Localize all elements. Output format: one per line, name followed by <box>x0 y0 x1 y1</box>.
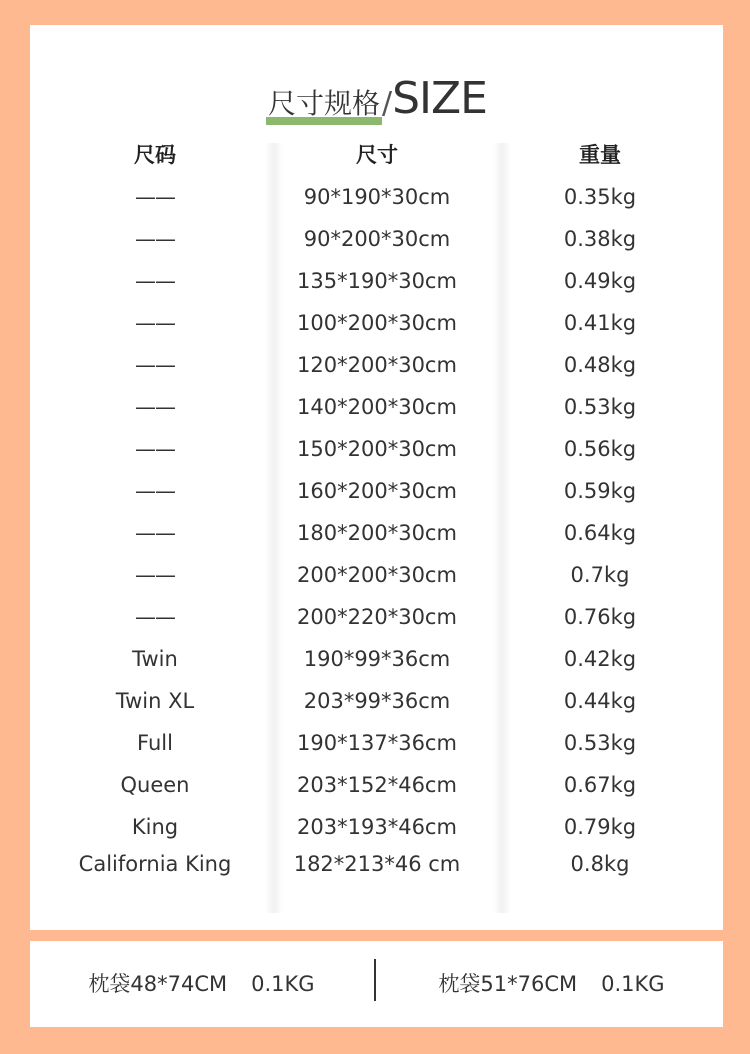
weight-cell: 0.79kg <box>563 815 637 839</box>
table-row <box>30 848 723 880</box>
weight-cell: 0.56kg <box>563 437 637 461</box>
dimension-cell: 203*99*36cm <box>303 689 451 713</box>
table-row <box>30 811 723 843</box>
weight-cell: 0.38kg <box>563 227 637 251</box>
dimension-cell: 90*190*30cm <box>303 185 451 209</box>
dimension-cell: 100*200*30cm <box>297 311 457 335</box>
size-code-cell: —— <box>135 227 175 251</box>
table-row <box>30 517 723 549</box>
table-row <box>30 307 723 339</box>
table-row <box>30 349 723 381</box>
size-code-cell: —— <box>135 437 175 461</box>
table-header <box>30 139 723 171</box>
table-row <box>30 559 723 591</box>
size-code-cell: —— <box>135 311 175 335</box>
pillowcase-card <box>30 941 723 1027</box>
pillowcase-1-label: 枕袋48*74CM <box>88 972 228 996</box>
weight-cell: 0.53kg <box>563 731 637 755</box>
title-chinese: 尺寸规格 <box>266 82 382 122</box>
dimension-cell: 140*200*30cm <box>297 395 457 419</box>
dimension-cell: 203*193*46cm <box>297 815 457 839</box>
table-row <box>30 727 723 759</box>
dimension-cell: 182*213*46 cm <box>293 852 461 876</box>
table-row <box>30 433 723 465</box>
table-row <box>30 223 723 255</box>
size-code-cell: —— <box>135 563 175 587</box>
table-row <box>30 643 723 675</box>
pillowcase-2 <box>380 941 723 1027</box>
dimension-cell: 200*220*30cm <box>297 605 457 629</box>
size-code-cell: —— <box>135 605 175 629</box>
size-code-cell: —— <box>135 185 175 209</box>
weight-cell: 0.64kg <box>563 521 637 545</box>
dimension-cell: 120*200*30cm <box>297 353 457 377</box>
size-chart-card <box>30 25 723 930</box>
size-code-cell: California King <box>78 852 232 876</box>
table-row <box>30 769 723 801</box>
weight-cell: 0.49kg <box>563 269 637 293</box>
size-code-cell: —— <box>135 521 175 545</box>
table-row <box>30 685 723 717</box>
weight-cell: 0.35kg <box>563 185 637 209</box>
dimension-cell: 180*200*30cm <box>297 521 457 545</box>
size-code-cell: —— <box>135 479 175 503</box>
weight-cell: 0.7kg <box>570 563 630 587</box>
table-row <box>30 181 723 213</box>
dimension-cell: 160*200*30cm <box>297 479 457 503</box>
header-dimension: 尺寸 <box>356 143 398 167</box>
size-code-cell: —— <box>135 395 175 419</box>
size-code-cell: Twin <box>132 647 178 671</box>
weight-cell: 0.59kg <box>563 479 637 503</box>
dimension-cell: 135*190*30cm <box>297 269 457 293</box>
table-row <box>30 601 723 633</box>
table-row <box>30 391 723 423</box>
size-code-cell: King <box>131 815 179 839</box>
weight-cell: 0.44kg <box>563 689 637 713</box>
pillowcase-divider <box>374 959 376 1001</box>
title-english: SIZE <box>392 73 487 124</box>
size-code-cell: Full <box>137 731 173 755</box>
title-separator: / <box>382 86 393 121</box>
pillowcase-1 <box>30 941 373 1027</box>
dimension-cell: 203*152*46cm <box>297 773 457 797</box>
size-code-cell: Queen <box>120 773 190 797</box>
weight-cell: 0.53kg <box>563 395 637 419</box>
pillowcase-2-weight: 0.1KG <box>601 972 665 996</box>
header-weight: 重量 <box>579 143 621 167</box>
weight-cell: 0.48kg <box>563 353 637 377</box>
page-title <box>30 73 723 124</box>
weight-cell: 0.76kg <box>563 605 637 629</box>
size-code-cell: Twin XL <box>115 689 195 713</box>
pillowcase-1-weight: 0.1KG <box>251 972 315 996</box>
weight-cell: 0.8kg <box>570 852 630 876</box>
size-code-cell: —— <box>135 353 175 377</box>
pillowcase-2-label: 枕袋51*76CM <box>438 972 578 996</box>
dimension-cell: 190*137*36cm <box>297 731 457 755</box>
dimension-cell: 90*200*30cm <box>303 227 451 251</box>
table-row <box>30 265 723 297</box>
dimension-cell: 150*200*30cm <box>297 437 457 461</box>
weight-cell: 0.42kg <box>563 647 637 671</box>
dimension-cell: 200*200*30cm <box>297 563 457 587</box>
weight-cell: 0.41kg <box>563 311 637 335</box>
dimension-cell: 190*99*36cm <box>303 647 451 671</box>
size-code-cell: —— <box>135 269 175 293</box>
header-size-code: 尺码 <box>134 143 176 167</box>
weight-cell: 0.67kg <box>563 773 637 797</box>
table-row <box>30 475 723 507</box>
